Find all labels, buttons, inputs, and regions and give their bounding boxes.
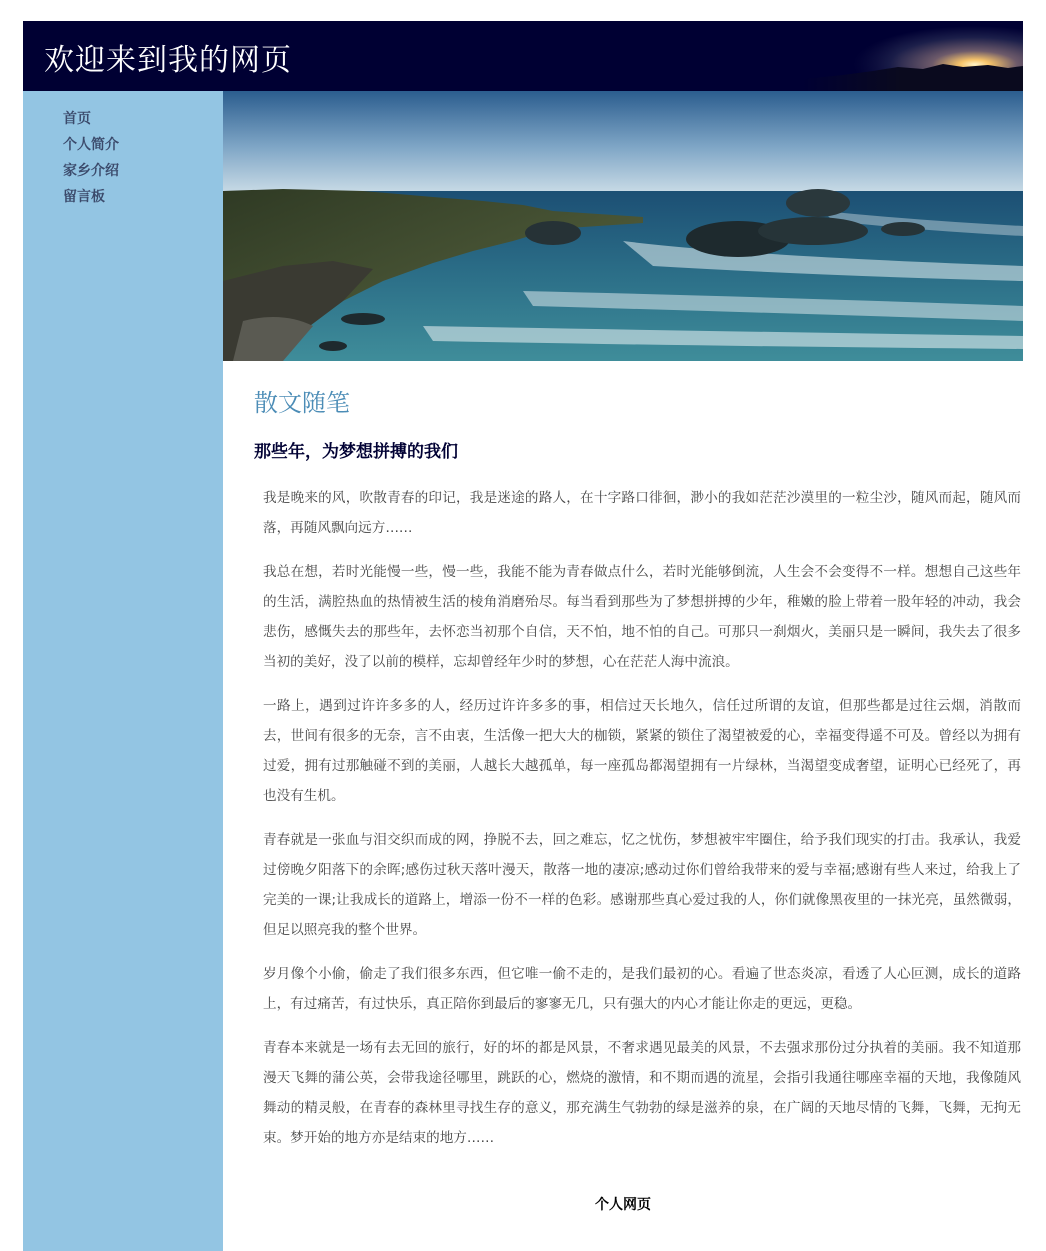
paragraph: 我总在想，若时光能慢一些，慢一些，我能不能为青春做点什么，若时光能够倒流，人生会不会变得不一样。想想自己这些年的生活，满腔热血的热情被生活的棱角消磨殆尽。每当看到那些为了梦想拼搏的少年，稚嫩的脸上带着一股年轻的冲动，我会悲伤，感慨失去的那些年，去怀恋当初那个自信，天不怕，地不怕的自己。可那只一刹烟火，美丽只是一瞬间，我失去了很多当初的美好，没了以前的模样，忘却曾经年少时的梦想，心在茫茫人海中流浪。 [263,564,1021,670]
article-title: 那些年，为梦想拼搏的我们 [254,442,458,462]
paragraph: 青春本来就是一场有去无回的旅行，好的坏的都是风景，不奢求遇见最美的风景，不去强求那份过分执着的美丽。我不知道那漫天飞舞的蒲公英，会带我途径哪里，跳跃的心，燃烧的激情，和不期而遇的流星，会指引我通往哪座幸福的天地，我像随风舞动的精灵般，在青春的森林里寻找生存的意义，那充满生气勃勃的绿是滋养的泉，在广阔的天地尽情的飞舞，飞舞，无拘无束。梦开始的地方亦是结束的地方…… [263,1040,1021,1146]
nav-item-home[interactable]: 首页 [63,111,91,127]
paragraph: 青春就是一张血与泪交织而成的网，挣脱不去，回之难忘，忆之忧伤，梦想被牢牢圈住，给予我们现实的打击。我承认，我爱过傍晚夕阳落下的余晖;感伤过秋天落叶漫天，散落一地的凄凉;感动过你们曾给我带来的爱与幸福;感谢有些人来过，给我上了完美的一课;让我成长的道路上，增添一份不一样的色彩。感谢那些真心爱过我的人，你们就像黑夜里的一抹光亮，虽然微弱，但足以照亮我的整个世界。 [263,832,1021,938]
nav-item-hometown[interactable]: 家乡介绍 [63,163,119,179]
sunset-image [803,21,1023,91]
page [23,21,1023,1251]
nav-item-guestbook[interactable]: 留言板 [63,189,105,205]
main-content [223,361,1023,1251]
paragraph: 一路上，遇到过许许多多的人，经历过许许多多的事，相信过天长地久，信任过所谓的友谊，但那些都是过往云烟，消散而去，世间有很多的无奈，言不由衷，生活像一把大大的枷锁，紧紧的锁住了渴望被爱的心，幸福变得遥不可及。曾经以为拥有过爱，拥有过那触碰不到的美丽，人越长大越孤单，每一座孤岛都渴望拥有一片绿林，当渴望变成奢望，证明心已经死了，再也没有生机。 [263,698,1021,804]
paragraph: 岁月像个小偷，偷走了我们很多东西，但它唯一偷不走的，是我们最初的心。看遍了世态炎凉，看透了人心叵测，成长的道路上，有过痛苦，有过快乐，真正陪你到最后的寥寥无几，只有强大的内心才能让你走的更远，更稳。 [263,966,1021,1012]
banner-image [223,91,1023,361]
paragraph: 我是晚来的风，吹散青春的印记，我是迷途的路人，在十字路口徘徊，渺小的我如茫茫沙漠里的一粒尘沙，随风而起，随风而落，再随风飘向远方…… [263,490,1021,536]
section-title: 散文随笔 [254,389,350,417]
coastline-photo [223,91,1023,361]
sidebar [23,91,223,1251]
article-body [263,483,1021,1167]
nav-menu [63,109,119,213]
nav-item-profile[interactable]: 个人简介 [63,137,119,153]
site-title: 欢迎来到我的网页 [44,43,292,78]
header [23,21,1023,91]
footer-text: 个人网页 [595,1197,651,1213]
